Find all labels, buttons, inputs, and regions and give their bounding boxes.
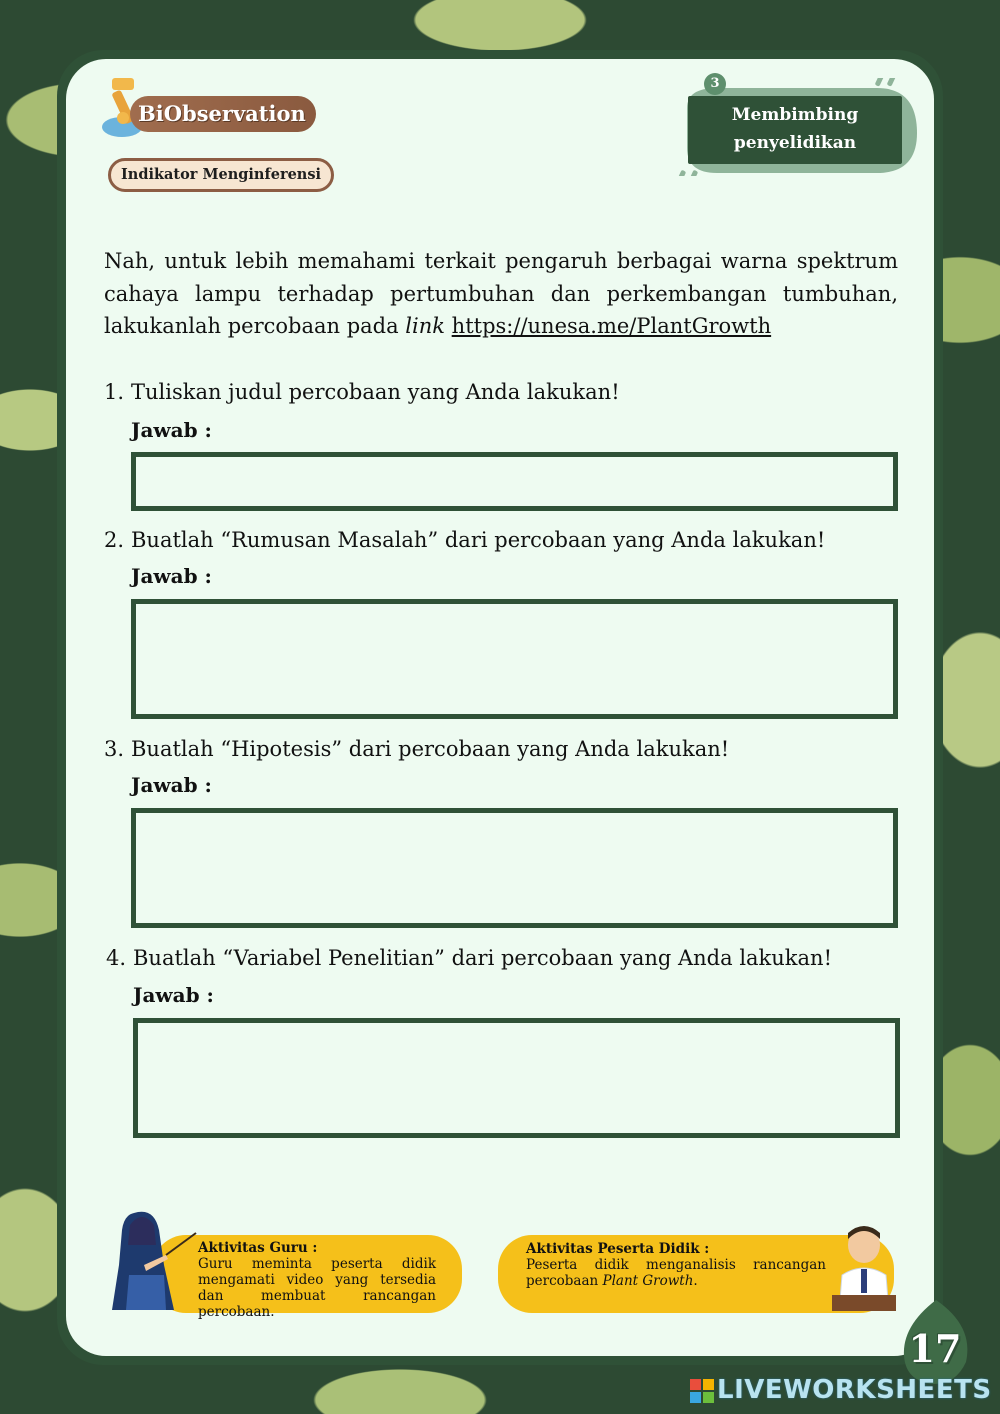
student-activity-title: Aktivitas Peserta Didik : <box>526 1241 710 1257</box>
indicator-badge: Indikator Menginferensi <box>108 158 334 192</box>
question-3 <box>104 737 898 761</box>
teacher-activity-title: Aktivitas Guru : <box>198 1240 318 1256</box>
answer-label: Jawab : <box>131 773 212 797</box>
question-number: 2. <box>104 528 125 552</box>
brand-title: BiObservation <box>130 96 316 132</box>
question-number: 1. <box>104 380 125 404</box>
liveworksheets-logo-icon <box>690 1379 714 1403</box>
question-4 <box>106 946 900 970</box>
answer-input-1[interactable] <box>136 457 893 506</box>
answer-box-4 <box>133 1018 900 1138</box>
answer-box-2 <box>131 599 898 719</box>
answer-label: Jawab : <box>131 564 212 588</box>
intro-text: Nah, untuk lebih memahami terkait pengaruh berbagai warna spektrum cahaya lampu terhadap pertumbuhan dan perkembangan tumbuhan, lakukanlah percobaan pada <box>104 249 898 338</box>
stage-label-line1: Membimbing <box>731 105 859 125</box>
intro-paragraph <box>104 245 898 343</box>
student-illustration <box>828 1225 900 1315</box>
page-number: 17 <box>908 1326 962 1371</box>
stage-label <box>688 96 902 164</box>
brand-logo <box>100 72 310 142</box>
answer-box-3 <box>131 808 898 928</box>
question-text: Tuliskan judul percobaan yang Anda lakukan! <box>131 380 620 404</box>
answer-input-2[interactable] <box>136 604 893 714</box>
plant-growth-term: Plant Growth <box>602 1273 694 1289</box>
answer-input-4[interactable] <box>138 1023 895 1133</box>
stage-label-line2: penyelidikan <box>733 133 857 153</box>
answer-input-3[interactable] <box>136 813 893 923</box>
intro-link-word: link <box>405 314 445 338</box>
answer-label: Jawab : <box>133 983 214 1007</box>
stage-number: 3 <box>704 73 726 95</box>
question-text: Buatlah “Variabel Penelitian” dari percobaan yang Anda lakukan! <box>133 946 833 970</box>
answer-box-1 <box>131 452 898 511</box>
teacher-activity-text: Guru meminta peserta didik mengamati video yang tersedia dan membuat rancangan percobaan. <box>198 1256 436 1320</box>
question-text: Buatlah “Rumusan Masalah” dari percobaan yang Anda lakukan! <box>131 528 826 552</box>
question-2 <box>104 528 898 552</box>
answer-label: Jawab : <box>131 418 212 442</box>
question-1 <box>104 380 898 404</box>
liveworksheets-watermark <box>690 1374 992 1406</box>
question-number: 3. <box>104 737 125 761</box>
student-activity-text: Peserta didik menganalisis rancangan percobaan Plant Growth. <box>526 1257 826 1289</box>
teacher-illustration <box>104 1205 204 1315</box>
question-number: 4. <box>106 946 127 970</box>
plant-growth-link[interactable]: https://unesa.me/PlantGrowth <box>451 314 772 338</box>
watermark-text: LIVEWORKSHEETS <box>717 1375 992 1405</box>
question-text: Buatlah “Hipotesis” dari percobaan yang Anda lakukan! <box>131 737 730 761</box>
